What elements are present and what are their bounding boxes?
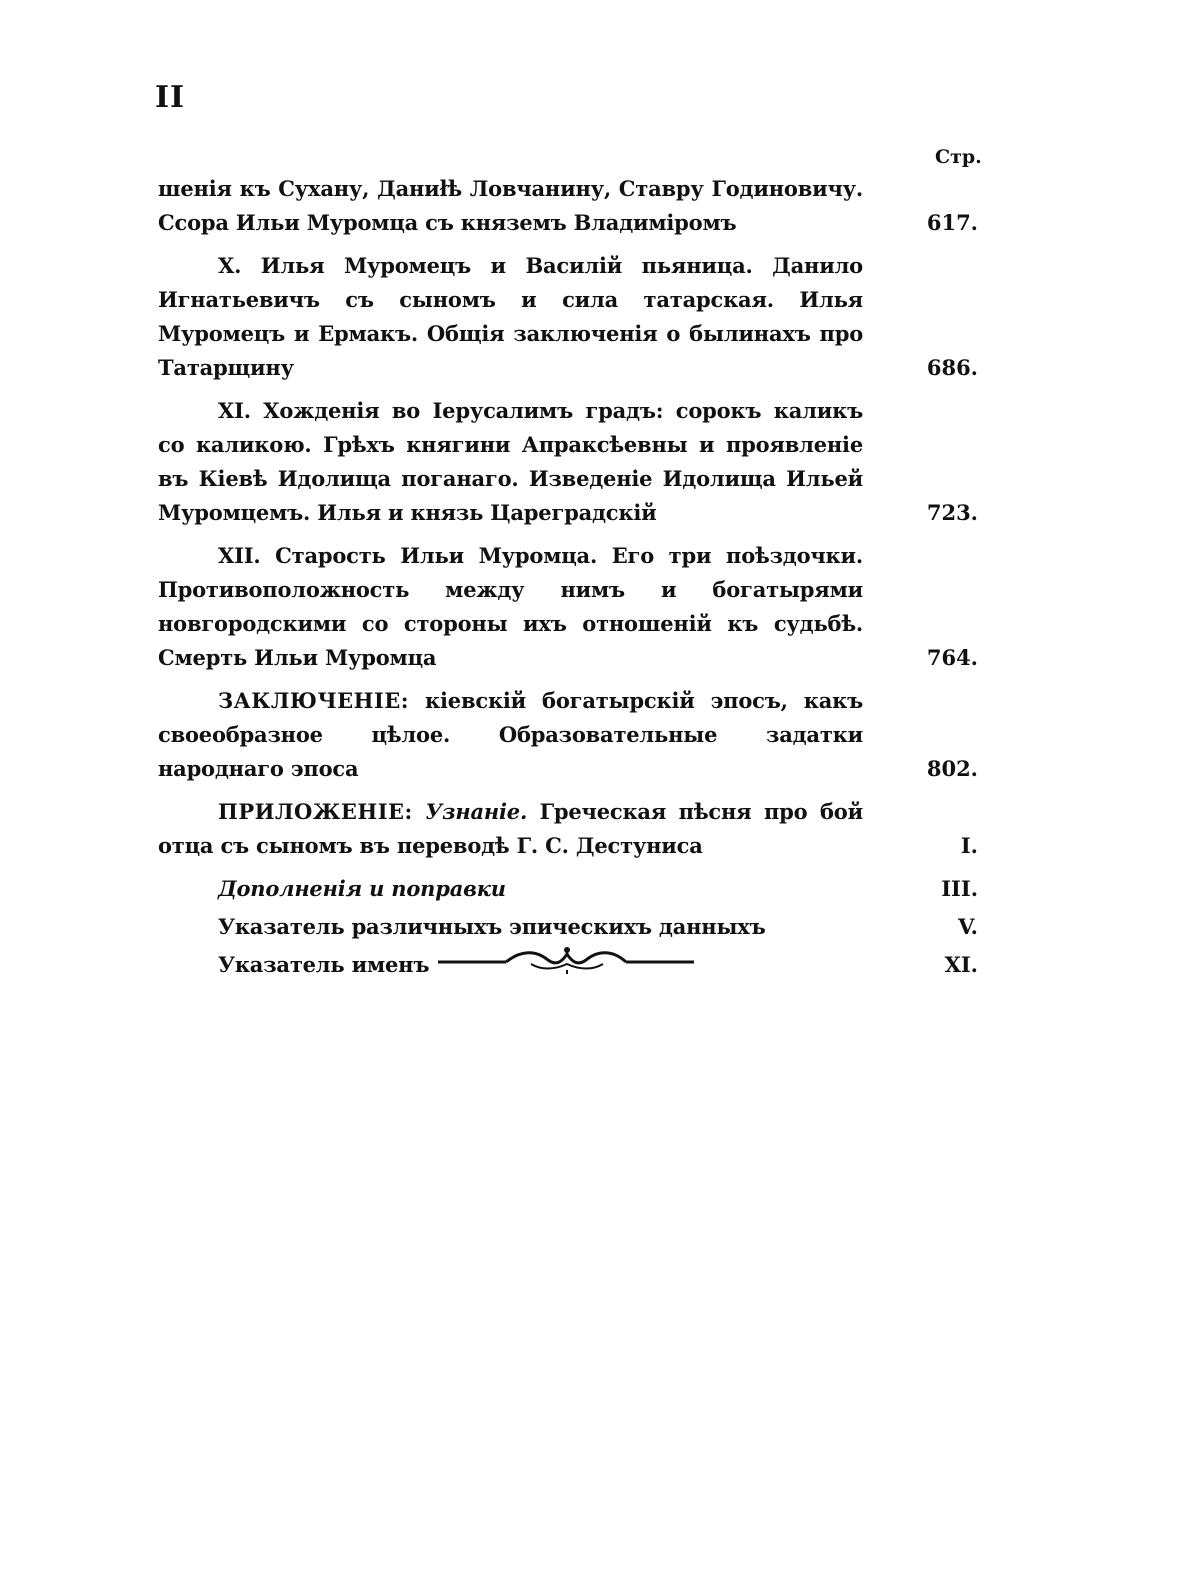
toc-entry-page: 686.: [926, 355, 978, 380]
toc-entry-text: [158, 539, 863, 675]
toc-entry: [158, 795, 978, 863]
toc-entry-text: [158, 684, 863, 786]
toc-entry-text: [158, 249, 863, 385]
toc-entry-page: 617.: [926, 210, 978, 235]
toc-entry: [158, 684, 978, 786]
toc-short-entry: [158, 872, 978, 906]
toc-entry-page: I.: [960, 833, 978, 858]
toc-entry-page: 764.: [926, 645, 978, 670]
toc-entry-page: 723.: [926, 500, 978, 525]
section-heading: ПРИЛОЖЕНІЕ:: [218, 799, 413, 824]
toc-entry-italic: Узнаніе.: [412, 799, 528, 824]
toc-entry: [158, 249, 978, 385]
toc-entry-body: Илья Муромецъ и Василій пьяница. Данило Игнатьевичъ съ сыномъ и сила татарская. Илья Муромецъ и Ермакъ. Общія заключенія о былинахъ про Татарщину: [158, 253, 863, 380]
toc-entry-text: [158, 394, 863, 530]
toc-entry-body: Греческая пѣсня про бой отца съ сыномъ въ переводѣ Г. С. Дестуниса: [158, 799, 863, 858]
toc-short-entry: [158, 910, 978, 944]
toc-entry-body: Старость Ильи Муромца. Его три поѣздочки. Противоположность между нимъ и богатырями новгородскими со стороны ихъ отношеній къ судьбѣ. Смерть Ильи Муромца: [158, 543, 863, 670]
toc-entry-text: Указатель именъ: [218, 952, 430, 977]
toc-entry-page: V.: [958, 914, 978, 939]
toc-entry-text: Дополненія и поправки: [218, 876, 506, 901]
toc-entry-page: III.: [941, 876, 978, 901]
toc-entry-body: Хожденія во Іерусалимъ градъ: сорокъ каликъ со каликою. Грѣхъ княгини Апраксѣевны и проявленіе въ Кіевѣ Идолища поганаго. Изведеніе Идолища Ильей Муромцемъ. Илья и князь Цареградскій: [158, 398, 863, 525]
toc-entry: [158, 172, 978, 240]
toc-entry-body: кіевскій богатырскій эпосъ, какъ своеобразное цѣлое. Образовательные задатки народнаго эпоса: [158, 688, 863, 781]
ornament-divider-icon: [436, 940, 698, 976]
toc-entry-page: 802.: [926, 756, 978, 781]
page-column-label: Стр.: [935, 146, 982, 168]
toc-entry-page: XI.: [944, 952, 978, 977]
toc-entry: [158, 394, 978, 530]
chapter-number: XI.: [218, 398, 251, 423]
toc-entry: [158, 539, 978, 675]
table-of-contents: [158, 172, 978, 986]
toc-entry-text: шенія къ Сухану, Даниłѣ Ловчанину, Ставру Годиновичу. Ссора Ильи Муромца съ княземъ Владиміромъ: [158, 176, 863, 235]
toc-entry-text: [158, 795, 863, 863]
chapter-number: X.: [218, 253, 242, 278]
chapter-number: XII.: [218, 543, 261, 568]
page-number: II: [155, 80, 186, 115]
toc-entry-text: Указатель различныхъ эпическихъ данныхъ: [218, 914, 766, 939]
section-heading: ЗАКЛЮЧЕНІЕ:: [218, 688, 410, 713]
